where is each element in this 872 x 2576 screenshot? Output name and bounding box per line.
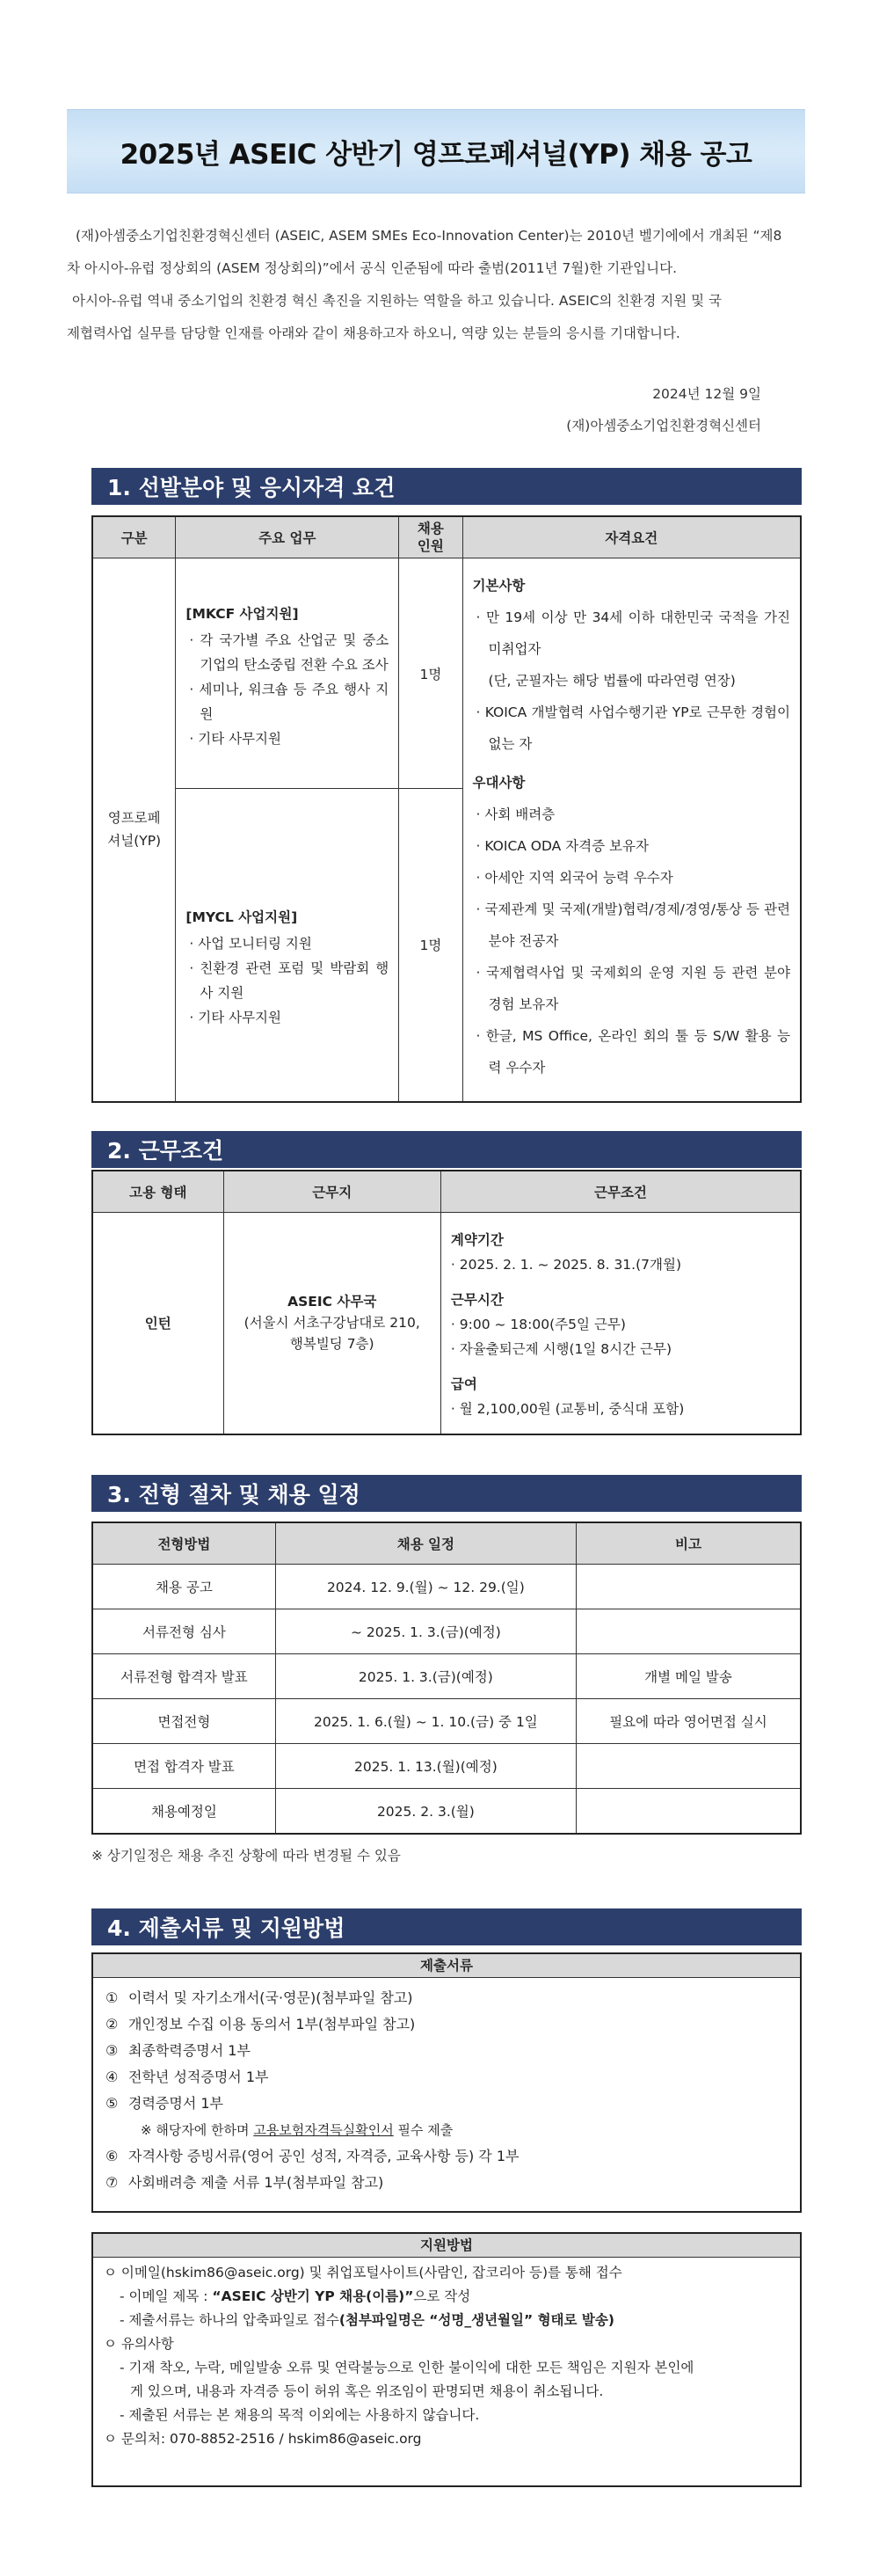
document-item bbox=[105, 2143, 788, 2170]
section-2-header: 2. 근무조건 bbox=[91, 1131, 802, 1168]
document-item bbox=[105, 1985, 788, 2011]
doc-text: 경력증명서 1부 bbox=[128, 2095, 224, 2112]
intro-line: (재)아셈중소기업친환경혁신센터 (ASEIC, ASEM SMEs Eco-Innovation Center)는 2010년 벨기에에서 개최된 “제8 bbox=[76, 228, 782, 244]
apply-sub-text: - 제출서류는 하나의 압축파일로 접수 bbox=[120, 2312, 339, 2328]
title-banner bbox=[67, 109, 805, 193]
schedule-cell: 2025. 1. 6.(월) ~ 1. 10.(금) 중 1일 bbox=[275, 1699, 576, 1744]
workplace-cell bbox=[223, 1213, 440, 1434]
header-count-label: 채용인원 bbox=[417, 521, 444, 554]
doc-num: ① bbox=[105, 1989, 119, 2006]
schedule-footnote: ※ 상기일정은 채용 추진 상황에 따라 변경될 수 있음 bbox=[91, 1848, 401, 1864]
header-note: 비고 bbox=[576, 1522, 801, 1565]
document-item bbox=[105, 2091, 788, 2117]
duty-item: · 기타 사무지원 bbox=[189, 1010, 281, 1026]
pay-line: · 월 2,100,00원 (교통비, 중식대 포함) bbox=[450, 1401, 685, 1418]
table-row bbox=[92, 1654, 801, 1699]
header-type: 고용 형태 bbox=[92, 1171, 223, 1213]
apply-title: 지원방법 bbox=[93, 2234, 800, 2258]
method-cell: 서류전형 심사 bbox=[92, 1609, 275, 1654]
selection-table bbox=[91, 515, 802, 1103]
section-1-header: 1. 선발분야 및 응시자격 요건 bbox=[91, 468, 802, 505]
apply-line: ㅇ 유의사항 bbox=[104, 2336, 174, 2352]
doc-text: 이력서 및 자기소개서(국·영문)(첨부파일 참고) bbox=[128, 1989, 413, 2006]
document-item bbox=[105, 2011, 788, 2038]
workplace-address: (서울시 서초구강남대로 210, bbox=[243, 1315, 420, 1332]
contract-title: 계약기간 bbox=[450, 1232, 504, 1249]
apply-sub: 게 있으며, 내용과 자격증 등이 허위 혹은 위조임이 판명되면 채용이 취소됩니다. bbox=[130, 2383, 604, 2399]
issuing-org: (재)아셈중소기업친환경혁신센터 bbox=[566, 418, 761, 434]
document-item bbox=[105, 2170, 788, 2196]
note-cell bbox=[576, 1609, 801, 1654]
qualifications-cell bbox=[462, 558, 801, 1102]
pref-item: · 아세안 지역 외국어 능력 우수자 bbox=[476, 870, 673, 886]
page-title: 2025년 ASEIC 상반기 영프로페셔널(YP) 채용 공고 bbox=[120, 138, 752, 171]
table-row bbox=[92, 1699, 801, 1744]
mycl-duties-cell bbox=[176, 789, 399, 1102]
hours-title: 근무시간 bbox=[450, 1292, 504, 1309]
insurance-cert-label: 고용보험자격득실확인서 bbox=[253, 2122, 394, 2138]
basic-title: 기본사항 bbox=[472, 578, 526, 594]
method-cell: 면접 합격자 발표 bbox=[92, 1744, 275, 1789]
file-name-format: (첨부파일명은 “성명_생년월일” 형태로 발송) bbox=[338, 2312, 614, 2328]
category-label: 영프로페셔널(YP) bbox=[107, 810, 162, 850]
note-cell: 필요에 따라 영어면접 실시 bbox=[576, 1699, 801, 1744]
schedule-table bbox=[91, 1522, 802, 1835]
pref-item: · 국제관계 및 국제(개발)협력/경제/경영/통상 등 관련 분야 전공자 bbox=[476, 901, 790, 949]
intro-line: 아시아-유럽 역내 중소기업의 친환경 혁신 촉진을 지원하는 역할을 하고 있습니다. ASEIC의 친환경 지원 및 국 bbox=[72, 293, 723, 309]
pref-item: · 한글, MS Office, 온라인 회의 툴 등 S/W 활용 능력 우수자 bbox=[476, 1028, 790, 1076]
apply-sub bbox=[104, 2309, 789, 2332]
duty-item: · 세미나, 워크숍 등 주요 행사 지원 bbox=[189, 681, 389, 722]
table-row bbox=[92, 1789, 801, 1835]
header-place: 근무지 bbox=[223, 1171, 440, 1213]
header-count bbox=[399, 516, 462, 558]
hours-line: · 9:00 ~ 18:00(주5일 근무) bbox=[450, 1317, 626, 1333]
table-header-row bbox=[92, 516, 801, 558]
table-row bbox=[92, 558, 801, 789]
apply-box bbox=[91, 2232, 802, 2487]
schedule-cell: 2024. 12. 9.(월) ~ 12. 29.(일) bbox=[275, 1565, 576, 1609]
employment-type: 인턴 bbox=[92, 1213, 223, 1434]
pref-item: · 사회 배려층 bbox=[476, 806, 556, 822]
section-3-header: 3. 전형 절차 및 채용 일정 bbox=[91, 1475, 802, 1512]
method-cell: 서류전형 합격자 발표 bbox=[92, 1654, 275, 1699]
method-cell: 채용예정일 bbox=[92, 1789, 275, 1835]
documents-title: 제출서류 bbox=[93, 1954, 800, 1978]
mycl-count: 1명 bbox=[399, 789, 462, 1102]
doc-text: 사회배려층 제출 서류 1부(첨부파일 참고) bbox=[128, 2174, 384, 2191]
duty-item: · 각 국가별 주요 산업군 및 중소기업의 탄소중립 전환 수요 조사 bbox=[189, 631, 389, 673]
schedule-cell: 2025. 2. 3.(월) bbox=[275, 1789, 576, 1835]
workplace-name: ASEIC 사무국 bbox=[287, 1294, 377, 1310]
table-header-row bbox=[92, 1171, 801, 1213]
schedule-cell: 2025. 1. 3.(금)(예정) bbox=[275, 1654, 576, 1699]
section-4-header: 4. 제출서류 및 지원방법 bbox=[91, 1908, 802, 1945]
pref-item: · KOICA ODA 자격증 보유자 bbox=[476, 838, 649, 854]
apply-sub-text: - 이메일 제목 : bbox=[120, 2288, 213, 2304]
pref-item: · 국제협력사업 및 국제회의 운영 지원 등 관련 분야 경험 보유자 bbox=[476, 965, 790, 1012]
mkcf-duties-cell bbox=[176, 558, 399, 789]
date-block bbox=[566, 378, 761, 441]
doc-text: 개인정보 수집 이용 동의서 1부(첨부파일 참고) bbox=[128, 2016, 416, 2032]
doc-num: ⑤ bbox=[105, 2095, 119, 2112]
apply-sub-text: 으로 작성 bbox=[413, 2288, 471, 2304]
note-cell: 개별 메일 발송 bbox=[576, 1654, 801, 1699]
note-suffix: 필수 제출 bbox=[397, 2122, 454, 2138]
document-item bbox=[105, 2064, 788, 2091]
doc-num: ⑦ bbox=[105, 2174, 119, 2191]
conditions-cell bbox=[440, 1213, 801, 1434]
table-row bbox=[92, 1565, 801, 1609]
note-cell bbox=[576, 1744, 801, 1789]
doc-num: ② bbox=[105, 2016, 119, 2032]
header-schedule: 채용 일정 bbox=[275, 1522, 576, 1565]
contract-period: · 2025. 2. 1. ~ 2025. 8. 31.(7개월) bbox=[450, 1257, 681, 1273]
header-duties: 주요 업무 bbox=[176, 516, 399, 558]
method-cell: 채용 공고 bbox=[92, 1565, 275, 1609]
pref-title: 우대사항 bbox=[472, 775, 526, 791]
note-prefix: ※ 해당자에 한하며 bbox=[141, 2122, 250, 2138]
basic-item: · KOICA 개발협력 사업수행기관 YP로 근무한 경험이 없는 자 bbox=[476, 704, 790, 752]
workplace-address: 행복빌딩 7층) bbox=[289, 1336, 374, 1353]
note-cell bbox=[576, 1789, 801, 1835]
documents-box bbox=[91, 1952, 802, 2213]
document-item bbox=[105, 2038, 788, 2064]
header-category: 구분 bbox=[92, 516, 176, 558]
basic-item: (단, 군필자는 해당 법률에 따라연령 연장) bbox=[488, 673, 736, 689]
doc-num: ③ bbox=[105, 2042, 119, 2059]
issue-date: 2024년 12월 9일 bbox=[652, 386, 761, 402]
basic-item: · 만 19세 이상 만 34세 이하 대한민국 국적을 가진 미취업자 bbox=[476, 609, 790, 657]
header-conditions: 근무조건 bbox=[440, 1171, 801, 1213]
header-method: 전형방법 bbox=[92, 1522, 275, 1565]
schedule-cell: ~ 2025. 1. 3.(금)(예정) bbox=[275, 1609, 576, 1654]
apply-sub bbox=[104, 2285, 789, 2309]
mkcf-title: [MKCF 사업지원] bbox=[185, 605, 299, 622]
mkcf-count: 1명 bbox=[399, 558, 462, 789]
conditions-table bbox=[91, 1170, 802, 1435]
table-header-row bbox=[92, 1522, 801, 1565]
hours-line: · 자율출퇴근제 시행(1일 8시간 근무) bbox=[450, 1341, 672, 1358]
contact-line: ㅇ 문의처: 070-8852-2516 / hskim86@aseic.org bbox=[104, 2431, 422, 2447]
schedule-cell: 2025. 1. 13.(월)(예정) bbox=[275, 1744, 576, 1789]
email-subject-format: “ASEIC 상반기 YP 채용(이름)” bbox=[212, 2288, 414, 2304]
table-row bbox=[92, 1213, 801, 1434]
doc-num: ④ bbox=[105, 2069, 119, 2085]
method-cell: 면접전형 bbox=[92, 1699, 275, 1744]
document-note bbox=[105, 2117, 788, 2143]
doc-text: 자격사항 증빙서류(영어 공인 성적, 자격증, 교육사항 등) 각 1부 bbox=[128, 2148, 520, 2164]
pay-title: 급여 bbox=[450, 1376, 477, 1393]
duty-item: · 기타 사무지원 bbox=[189, 730, 281, 747]
intro-line: 차 아시아-유럽 정상회의 (ASEM 정상회의)”에서 공식 인준됨에 따라 출범(2011년 7월)한 기관입니다. bbox=[67, 260, 678, 276]
mycl-title: [MYCL 사업지원] bbox=[185, 909, 298, 926]
doc-text: 전학년 성적증명서 1부 bbox=[128, 2069, 269, 2085]
table-row bbox=[92, 1744, 801, 1789]
doc-num: ⑥ bbox=[105, 2148, 119, 2164]
duty-item: · 친환경 관련 포럼 및 박람회 행사 지원 bbox=[189, 960, 389, 1002]
apply-line: ㅇ 이메일(hskim86@aseic.org) 및 취업포털사이트(사람인, 잡코리아 등)를 통해 접수 bbox=[104, 2265, 622, 2280]
doc-text: 최종학력증명서 1부 bbox=[128, 2042, 251, 2059]
category-cell bbox=[92, 558, 176, 1102]
note-cell bbox=[576, 1565, 801, 1609]
table-row bbox=[92, 1609, 801, 1654]
intro-line: 제협력사업 실무를 담당할 인재를 아래와 같이 채용하고자 하오니, 역량 있는 분들의 응시를 기대합니다. bbox=[67, 325, 680, 341]
apply-sub: - 기재 착오, 누락, 메일발송 오류 및 연락불능으로 인한 불이익에 대한 모든 책임은 지원자 본인에 bbox=[120, 2360, 694, 2375]
duty-item: · 사업 모니터링 지원 bbox=[189, 936, 312, 952]
apply-sub: - 제출된 서류는 본 채용의 목적 이외에는 사용하지 않습니다. bbox=[120, 2407, 480, 2423]
header-qualifications: 자격요건 bbox=[462, 516, 801, 558]
intro-paragraph bbox=[67, 220, 805, 350]
